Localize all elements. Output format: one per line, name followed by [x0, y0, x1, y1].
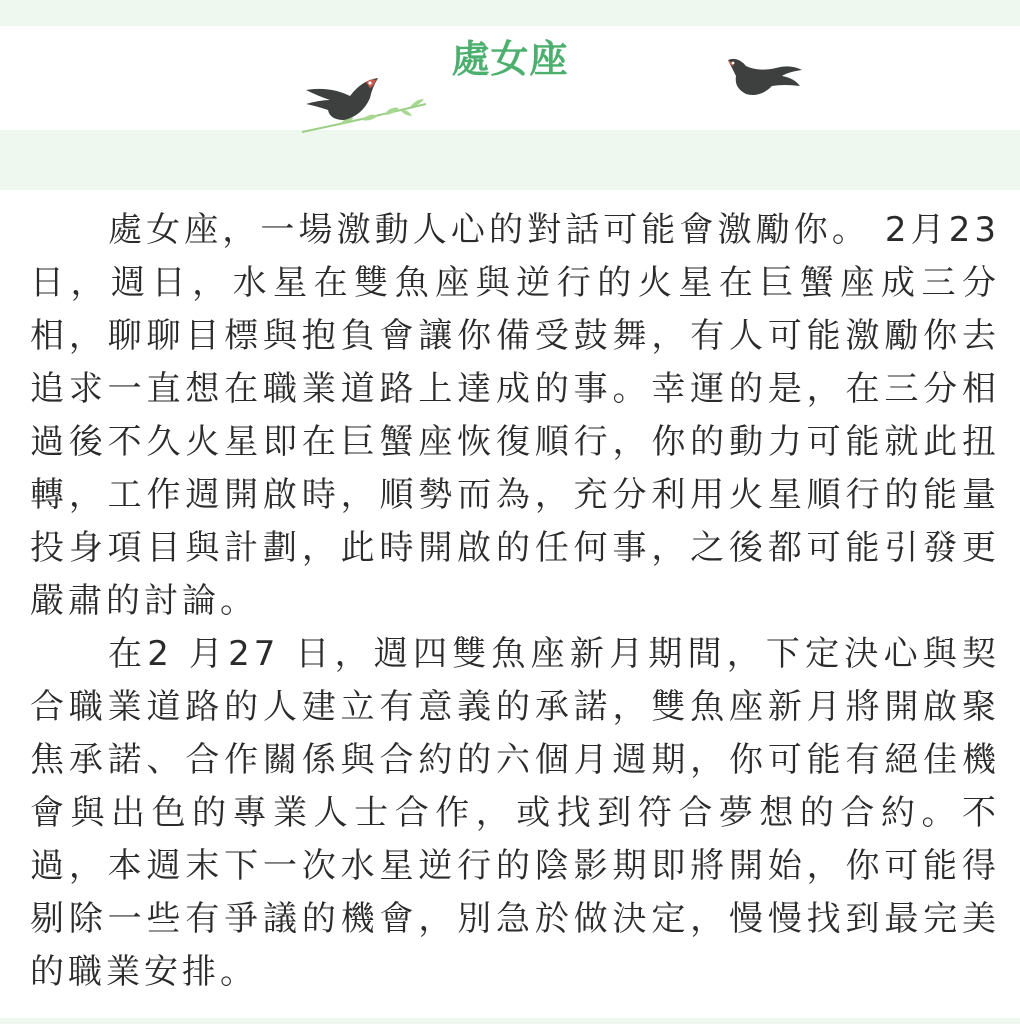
- paragraph: 在2 月27 日，週四雙魚座新月期間，下定決心與契合職業道路的人建立有意義的承諾，雙魚座新月將開啟聚焦承諾、合作關係與合約的六個月週期，你可能有絕佳機會與出色的專業人士合作，或找到符合夢想的合約。不過，本週末下一次水星逆行的陰影期即將開始，你可能得剔除一些有爭議的機會，別急於做決定，慢慢找到最完美的職業安排。: [30, 634, 1000, 992]
- top-strip: [0, 0, 1020, 26]
- header-band: [0, 130, 1020, 190]
- bottom-strip: [0, 1018, 1020, 1024]
- swallow-with-willow-icon: [300, 70, 430, 136]
- article-body: [30, 204, 1000, 999]
- paragraph: 處女座，一場激動人心的對話可能會激勵你。 2月23 日，週日，水星在雙魚座與逆行的火星在巨蟹座成三分相，聊聊目標與抱負會讓你備受鼓舞，有人可能激勵你去追求一直想在職業道路上達成的事。幸運的是，在三分相過後不久火星即在巨蟹座恢復順行，你的動力可能就此扭轉，工作週開啟時，順勢而為，充分利用火星順行的能量投身項目與計劃，此時開啟的任何事，之後都可能引發更嚴肅的討論。: [30, 210, 1000, 621]
- swallow-icon: [724, 52, 804, 102]
- page-title: 處女座: [451, 37, 569, 81]
